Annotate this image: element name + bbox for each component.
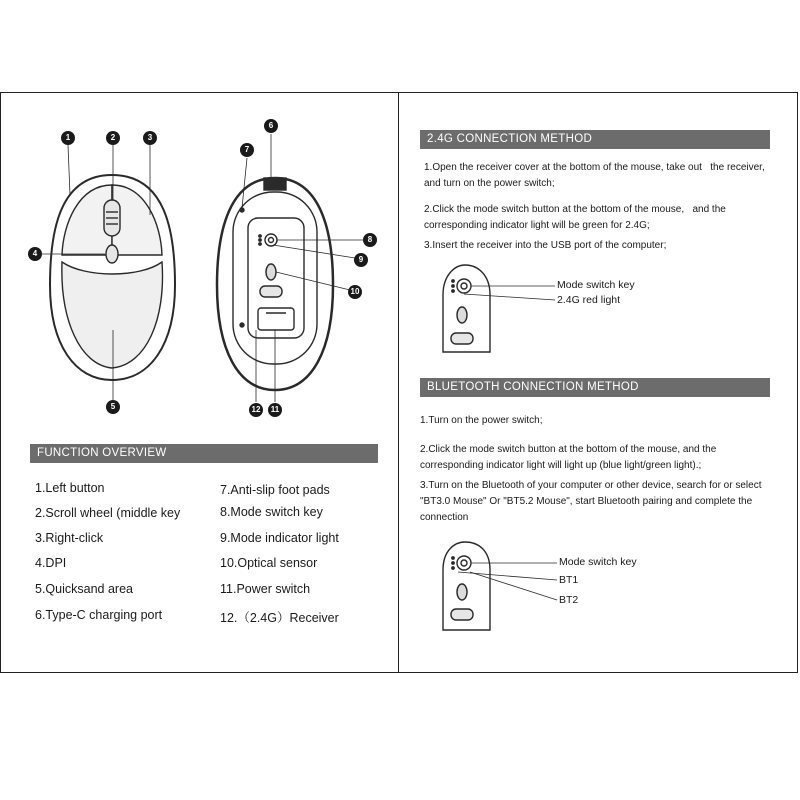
function-item: 4.DPI xyxy=(35,556,67,570)
function-item: 6.Type-C charging port xyxy=(35,608,163,622)
connection-24g-step-1: 1.Open the receiver cover at the bottom of the mouse, take out the receiver, and turn on the power switch; xyxy=(424,162,765,189)
bluetooth-header: BLUETOOTH CONNECTION METHOD xyxy=(420,378,770,397)
function-item: 10.Optical sensor xyxy=(220,556,318,570)
callout-12: 12 xyxy=(249,403,263,417)
function-item: 2.Scroll wheel (middle key xyxy=(35,506,181,520)
function-item: 12.（2.4G）Receiver xyxy=(220,611,339,625)
function-item: 5.Quicksand area xyxy=(35,582,133,596)
mode-switch-key-label-24g: Mode switch key xyxy=(557,279,635,291)
bt1-label: BT1 xyxy=(559,574,579,586)
function-item: 11.Power switch xyxy=(220,582,311,596)
function-item: 9.Mode indicator light xyxy=(220,531,339,545)
bluetooth-step-3: 3.Turn on the Bluetooth of your computer or other device, search for or select "BT3.0 Mouse" Or "BT5.2 Mouse", start Bluetooth pairing and complete the connection xyxy=(420,480,762,523)
mode-switch-key-label-bt: Mode switch key xyxy=(559,556,637,568)
bluetooth-step-2: 2.Click the mode switch button at the bottom of the mouse, and the corresponding indicator light will light up (blue light/green light).; xyxy=(420,444,717,471)
callout-11: 11 xyxy=(268,403,282,417)
red-light-label: 2.4G red light xyxy=(557,294,621,306)
callout-1: 1 xyxy=(61,131,75,145)
callout-4: 4 xyxy=(28,247,42,261)
callout-2: 2 xyxy=(106,131,120,145)
connection-24g-step-2: 2.Click the mode switch button at the bottom of the mouse, and the corresponding indicator light will be green for 2.4G; xyxy=(424,204,726,231)
connection-24g-step-3: 3.Insert the receiver into the USB port of the computer; xyxy=(424,240,667,251)
callout-5: 5 xyxy=(106,400,120,414)
callout-3: 3 xyxy=(143,131,157,145)
function-item: 1.Left button xyxy=(35,481,105,495)
callout-6: 6 xyxy=(264,119,278,133)
bt2-label: BT2 xyxy=(559,594,579,606)
connection-24g-header: 2.4G CONNECTION METHOD xyxy=(420,130,770,149)
function-item: 7.Anti-slip foot pads xyxy=(220,483,330,497)
callout-10: 10 xyxy=(348,285,362,299)
bluetooth-step-1: 1.Turn on the power switch; xyxy=(420,415,543,426)
function-item: 8.Mode switch key xyxy=(220,505,323,519)
callout-7: 7 xyxy=(240,143,254,157)
callout-8: 8 xyxy=(363,233,377,247)
function-item: 3.Right-click xyxy=(35,531,104,545)
callout-9: 9 xyxy=(354,253,368,267)
function-overview-header: FUNCTION OVERVIEW xyxy=(30,444,378,463)
